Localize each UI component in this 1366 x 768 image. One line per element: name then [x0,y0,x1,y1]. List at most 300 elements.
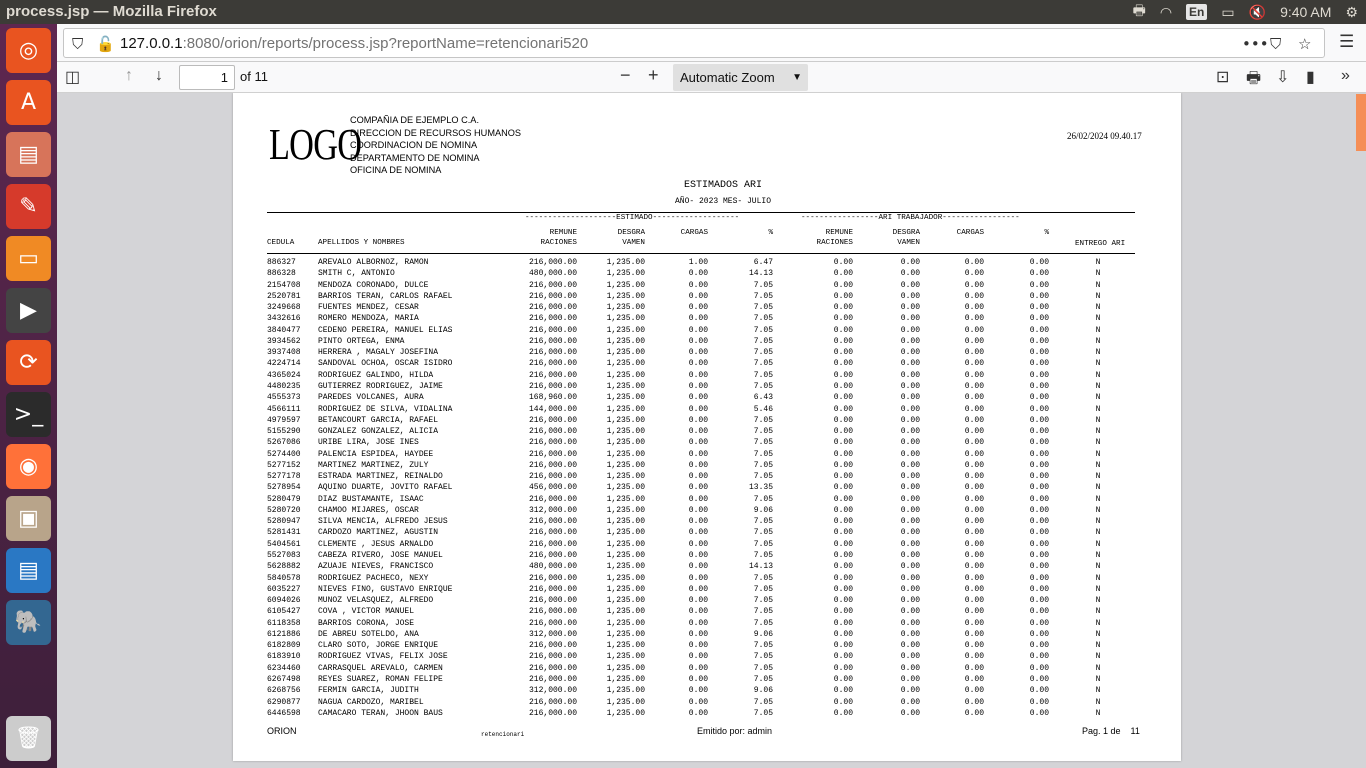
cell-cedula: 6290877 [267,697,301,707]
cell-remune-estimado: 216,000.00 [528,438,577,448]
cell-desgra-ari: 0.00 [900,551,920,561]
cell-remune-ari: 0.00 [833,393,853,403]
company-line: DEPARTAMENTO DE NOMINA [350,152,480,163]
cell-cargas-estimado: 0.00 [688,652,708,662]
pocket-icon[interactable]: ⛉ [1270,35,1282,53]
next-page-icon[interactable]: ↓ [155,67,163,84]
url-text[interactable] [120,35,588,52]
cell-cargas-estimado: 0.00 [688,269,708,279]
cell-desgra-estimado: 1,235.00 [606,674,645,684]
cell-remune-estimado: 216,000.00 [528,359,577,369]
cell-cedula: 5277178 [267,472,301,482]
cell-desgra-ari: 0.00 [900,539,920,549]
cell-remune-estimado: 216,000.00 [528,607,577,617]
cell-desgra-estimado: 1,235.00 [606,415,645,425]
cell-pct-ari: 0.00 [1029,539,1049,549]
volume-muted-icon[interactable]: 🔇 [1248,3,1267,20]
col-cargas-estimado: CARGAS [680,229,708,237]
cell-remune-ari: 0.00 [833,472,853,482]
table-row [233,482,1181,493]
cell-desgra-estimado: 1,235.00 [606,686,645,696]
col-cargas-ari: CARGAS [956,229,984,237]
battery-icon[interactable]: ▭ [1221,3,1235,20]
cell-entrego: N [1095,280,1101,290]
insecure-lock-icon[interactable]: 🔓 [96,35,115,53]
cell-desgra-ari: 0.00 [900,472,920,482]
footer-emitted-by: Emitido por: admin [697,726,773,736]
cell-nombre: CARRASQUEL AREVALO, CARMEN [318,663,443,673]
cell-remune-estimado: 216,000.00 [528,697,577,707]
cell-cedula: 6118358 [267,618,301,628]
cell-remune-estimado: 216,000.00 [528,370,577,380]
cell-pct-ari: 0.00 [1029,562,1049,572]
cell-remune-estimado: 216,000.00 [528,652,577,662]
cell-desgra-estimado: 1,235.00 [606,652,645,662]
table-row [233,651,1181,662]
power-gear-icon[interactable]: ⚙ [1345,3,1358,20]
print-icon[interactable]: 🖶 [1246,70,1262,87]
col-cedula: CEDULA [267,239,295,247]
cell-cargas-ari: 0.00 [964,494,984,504]
cell-pct-estimado: 7.05 [753,348,773,358]
cell-pct-estimado: 7.05 [753,438,773,448]
cell-desgra-estimado: 1,235.00 [606,404,645,414]
bookmark-star-icon[interactable]: ☆ [1298,35,1312,53]
cell-cargas-estimado: 0.00 [688,438,708,448]
cell-cargas-estimado: 0.00 [688,449,708,459]
cell-nombre: DIAZ BUSTAMANTE, ISAAC [318,494,424,504]
cell-nombre: MARTINEZ MARTINEZ, ZULY [318,460,429,470]
cell-desgra-ari: 0.00 [900,652,920,662]
cell-cedula: 2520781 [267,291,301,301]
cell-nombre: BARRIOS CORONA, JOSE [318,618,415,628]
presentation-mode-icon[interactable]: ⊡ [1216,69,1230,86]
table-row [233,392,1181,403]
keyboard-layout-indicator[interactable]: En [1186,4,1207,20]
cell-cargas-ari: 0.00 [964,697,984,707]
cell-cargas-ari: 0.00 [964,472,984,482]
cell-cedula: 5628882 [267,562,301,572]
zoom-out-icon[interactable]: − [620,65,631,85]
cell-desgra-ari: 0.00 [900,607,920,617]
table-row [233,370,1181,381]
window-title: process.jsp — Mozilla Firefox [6,3,217,20]
company-line: DIRECCION DE RECURSOS HUMANOS [350,127,522,138]
cell-entrego: N [1095,483,1101,493]
cell-cargas-ari: 0.00 [964,280,984,290]
col-nombres: APELLIDOS Y NOMBRES [318,239,405,247]
cell-pct-ari: 0.00 [1029,618,1049,628]
cell-pct-estimado: 7.05 [753,494,773,504]
clock[interactable]: 9:40 AM [1280,4,1332,20]
cell-pct-estimado: 7.05 [753,381,773,391]
cell-remune-ari: 0.00 [833,652,853,662]
update-manager-icon[interactable]: ⟳ [6,340,51,385]
cell-cargas-ari: 0.00 [964,596,984,606]
cell-desgra-estimado: 1,235.00 [606,269,645,279]
table-row [233,437,1181,448]
cell-pct-ari: 0.00 [1029,314,1049,324]
cell-entrego: N [1095,404,1101,414]
menu-icon[interactable]: ☰ [1339,32,1355,52]
col-remune-ari: REMUNE RACIONES [816,229,853,247]
cell-desgra-estimado: 1,235.00 [606,258,645,267]
cell-cargas-estimado: 0.00 [688,472,708,482]
save-icon[interactable]: ⇩ [1276,69,1290,86]
cell-pct-ari: 0.00 [1029,483,1049,493]
cell-remune-ari: 0.00 [833,663,853,673]
cell-cargas-ari: 0.00 [964,438,984,448]
cell-pct-estimado: 7.05 [753,596,773,606]
cell-desgra-ari: 0.00 [900,359,920,369]
sidebar-toggle-icon[interactable]: ◫ [65,69,81,86]
cell-remune-estimado: 216,000.00 [528,336,577,346]
cell-cedula: 6267498 [267,674,301,684]
cell-cargas-ari: 0.00 [964,460,984,470]
cell-entrego: N [1095,438,1101,448]
video-editor-icon[interactable]: ▶ [6,288,51,333]
cell-remune-estimado: 456,000.00 [528,483,577,493]
table-row [233,539,1181,550]
cell-pct-estimado: 14.13 [748,269,773,279]
cell-nombre: RODRIGUEZ VIVAS, FELIX JOSE [318,652,448,662]
system-tools-icon[interactable]: ✎ [6,184,51,229]
impress-icon[interactable]: ▤ [6,132,51,177]
cell-entrego: N [1095,449,1101,459]
cell-cargas-estimado: 0.00 [688,359,708,369]
cell-desgra-estimado: 1,235.00 [606,551,645,561]
cell-cedula: 3249668 [267,303,301,313]
cell-cedula: 6035227 [267,584,301,594]
wifi-icon[interactable]: ◠ [1159,3,1173,20]
cell-pct-estimado: 7.05 [753,314,773,324]
cell-desgra-estimado: 1,235.00 [606,584,645,594]
cell-cargas-ari: 0.00 [964,314,984,324]
cell-desgra-estimado: 1,235.00 [606,336,645,346]
cell-nombre: PALENCIA ESPIDEA, HAYDEE [318,449,434,459]
terminal-icon[interactable]: >_ [6,392,51,437]
cell-pct-ari: 0.00 [1029,427,1049,437]
trash-icon[interactable]: 🗑 [6,716,51,761]
cell-remune-ari: 0.00 [833,517,853,527]
cell-cedula: 6182809 [267,641,301,651]
cell-entrego: N [1095,663,1101,673]
cell-pct-estimado: 7.05 [753,539,773,549]
pgadmin-icon[interactable]: 🐘 [6,600,51,645]
writer-icon[interactable]: ▤ [6,548,51,593]
footer-page: Pag. 1 de 11 [1082,726,1140,736]
cell-pct-ari: 0.00 [1029,336,1049,346]
cell-entrego: N [1095,348,1101,358]
table-row [233,291,1181,302]
cell-cedula: 5274400 [267,449,301,459]
col-entrego: ENTREGO ARI [1075,240,1126,248]
cell-desgra-estimado: 1,235.00 [606,641,645,651]
page-actions-icon[interactable]: ••• [1242,35,1269,53]
cell-pct-ari: 0.00 [1029,359,1049,369]
cell-cargas-estimado: 0.00 [688,573,708,583]
cell-entrego: N [1095,596,1101,606]
cell-nombre: MUNOZ VELASQUEZ, ALFREDO [318,596,434,606]
table-row [233,268,1181,279]
cell-cargas-ari: 0.00 [964,381,984,391]
cell-desgra-estimado: 1,235.00 [606,381,645,391]
cell-cargas-estimado: 0.00 [688,708,708,718]
cell-desgra-ari: 0.00 [900,641,920,651]
cell-pct-ari: 0.00 [1029,528,1049,538]
cell-pct-ari: 0.00 [1029,460,1049,470]
cell-entrego: N [1095,584,1101,594]
cell-pct-estimado: 9.06 [753,629,773,639]
cell-cedula: 6268756 [267,686,301,696]
scrollbar-thumb[interactable] [1356,94,1366,151]
table-row [233,381,1181,392]
cell-cargas-ari: 0.00 [964,505,984,515]
cell-desgra-ari: 0.00 [900,686,920,696]
launcher [0,24,57,768]
cell-entrego: N [1095,652,1101,662]
cell-entrego: N [1095,517,1101,527]
scrollbar[interactable] [1356,93,1366,768]
printer-icon[interactable]: 🖶 [1132,2,1146,18]
cell-pct-estimado: 7.05 [753,697,773,707]
files-icon[interactable]: ▭ [6,236,51,281]
cell-desgra-ari: 0.00 [900,573,920,583]
cell-pct-ari: 0.00 [1029,629,1049,639]
cell-pct-estimado: 7.05 [753,303,773,313]
cell-cargas-estimado: 0.00 [688,393,708,403]
cell-pct-estimado: 7.05 [753,551,773,561]
table-row [233,347,1181,358]
cell-cedula: 6183910 [267,652,301,662]
report-title: ESTIMADOS ARI [683,180,762,191]
page-number-input[interactable]: 1 [179,65,235,90]
company-line: COORDINACION DE NOMINA [350,140,478,151]
table-row [233,697,1181,708]
table-row [233,561,1181,572]
cell-cargas-ari: 0.00 [964,641,984,651]
cell-cargas-estimado: 0.00 [688,641,708,651]
cell-cedula: 3432616 [267,314,301,324]
cell-pct-estimado: 7.05 [753,336,773,346]
table-row [233,606,1181,617]
cell-nombre: AQUINO DUARTE, JOVITO RAFAEL [318,483,453,493]
cell-pct-estimado: 7.05 [753,280,773,290]
table-row [233,663,1181,674]
cell-pct-estimado: 6.43 [753,393,773,403]
cell-pct-estimado: 7.05 [753,472,773,482]
cell-remune-ari: 0.00 [833,460,853,470]
cell-cargas-ari: 0.00 [964,325,984,335]
software-center-icon[interactable]: A [6,80,51,125]
cell-desgra-estimado: 1,235.00 [606,562,645,572]
cell-cedula: 4566111 [267,404,301,414]
cell-remune-ari: 0.00 [833,528,853,538]
company-line: OFICINA DE NOMINA [350,165,442,176]
cell-remune-ari: 0.00 [833,415,853,425]
cell-desgra-estimado: 1,235.00 [606,494,645,504]
cell-pct-ari: 0.00 [1029,573,1049,583]
cell-remune-ari: 0.00 [833,483,853,493]
cell-remune-estimado: 480,000.00 [528,562,577,572]
ubuntu-dash-icon[interactable]: ◎ [6,28,51,73]
url-bar[interactable] [63,28,1325,58]
bookmark-icon[interactable]: ▮ [1306,69,1315,86]
cell-entrego: N [1095,562,1101,572]
cell-desgra-estimado: 1,235.00 [606,303,645,313]
cell-cargas-estimado: 0.00 [688,348,708,358]
table-row [233,313,1181,324]
cell-cedula: 6094026 [267,596,301,606]
cell-entrego: N [1095,393,1101,403]
report-timestamp: 26/02/2024 09.40.17 [1067,131,1142,141]
cell-nombre: REYES SUAREZ, ROMAN FELIPE [318,674,443,684]
cell-pct-ari: 0.00 [1029,674,1049,684]
shield-icon[interactable]: ⛉ [72,35,84,53]
cell-cargas-estimado: 0.00 [688,663,708,673]
cell-nombre: CARDOZO MARTINEZ, AGUSTIN [318,528,439,538]
cell-cedula: 5277152 [267,460,301,470]
cell-desgra-estimado: 1,235.00 [606,348,645,358]
cell-cedula: 5280720 [267,505,301,515]
cell-remune-ari: 0.00 [833,359,853,369]
cell-cargas-estimado: 1.00 [688,258,708,267]
cell-desgra-ari: 0.00 [900,596,920,606]
report-logo: LOGO [269,120,362,169]
cell-desgra-ari: 0.00 [900,427,920,437]
cell-desgra-estimado: 1,235.00 [606,438,645,448]
cell-cedula: 5280479 [267,494,301,504]
cell-nombre: NIEVES FINO, GUSTAVO ENRIQUE [318,584,453,594]
cell-nombre: NAGUA CARDOZO, MARIBEL [318,697,424,707]
cell-pct-ari: 0.00 [1029,472,1049,482]
cell-cargas-estimado: 0.00 [688,415,708,425]
table-row [233,471,1181,482]
url-host: 127.0.0.1 [120,35,183,52]
cell-desgra-estimado: 1,235.00 [606,314,645,324]
cell-nombre: GONZALEZ GONZALEZ, ALICIA [318,427,439,437]
cell-cargas-ari: 0.00 [964,551,984,561]
cell-remune-estimado: 312,000.00 [528,505,577,515]
cell-pct-ari: 0.00 [1029,269,1049,279]
pdf-page [233,93,1181,761]
cell-nombre: PAREDES VOLCANES, AURA [318,393,424,403]
cell-desgra-ari: 0.00 [900,404,920,414]
cell-cedula: 886327 [267,258,296,267]
cell-nombre: FERMIN GARCIA, JUDITH [318,686,419,696]
cell-nombre: COVA , VICTOR MANUEL [318,607,415,617]
cell-cargas-ari: 0.00 [964,708,984,718]
cell-nombre: PINTO ORTEGA, ENMA [318,336,405,346]
table-row [233,460,1181,471]
cell-pct-ari: 0.00 [1029,697,1049,707]
cell-cargas-estimado: 0.00 [688,494,708,504]
cell-pct-ari: 0.00 [1029,708,1049,718]
cell-nombre: GUTIERREZ RODRIGUEZ, JAIME [318,381,443,391]
cell-desgra-ari: 0.00 [900,708,920,718]
cell-cargas-ari: 0.00 [964,336,984,346]
cell-desgra-ari: 0.00 [900,618,920,628]
tools-chevron-icon[interactable]: » [1341,67,1350,84]
cell-cargas-estimado: 0.00 [688,517,708,527]
cell-remune-ari: 0.00 [833,607,853,617]
zoom-select[interactable] [673,64,808,91]
cell-nombre: ROMERO MENDOZA, MARIA [318,314,419,324]
cell-cargas-estimado: 0.00 [688,629,708,639]
cell-nombre: URIBE LIRA, JOSE INES [318,438,419,448]
cell-pct-ari: 0.00 [1029,584,1049,594]
cell-cedula: 4224714 [267,359,301,369]
cell-remune-estimado: 312,000.00 [528,686,577,696]
cell-pct-ari: 0.00 [1029,348,1049,358]
cell-desgra-ari: 0.00 [900,336,920,346]
cell-entrego: N [1095,494,1101,504]
cell-desgra-estimado: 1,235.00 [606,460,645,470]
cell-pct-ari: 0.00 [1029,381,1049,391]
cell-cargas-ari: 0.00 [964,562,984,572]
cell-cargas-ari: 0.00 [964,607,984,617]
cell-pct-ari: 0.00 [1029,641,1049,651]
cell-desgra-estimado: 1,235.00 [606,596,645,606]
cell-nombre: AREVALO ALBORNOZ, RAMON [318,258,429,267]
cell-cargas-estimado: 0.00 [688,336,708,346]
firefox-icon[interactable]: ◉ [6,444,51,489]
cell-desgra-estimado: 1,235.00 [606,517,645,527]
cell-pct-estimado: 7.05 [753,427,773,437]
archive-manager-icon[interactable]: ▣ [6,496,51,541]
cell-cargas-ari: 0.00 [964,258,984,267]
cell-desgra-estimado: 1,235.00 [606,370,645,380]
cell-desgra-estimado: 1,235.00 [606,663,645,673]
cell-remune-ari: 0.00 [833,539,853,549]
cell-cargas-estimado: 0.00 [688,483,708,493]
cell-entrego: N [1095,359,1101,369]
cell-nombre: HERRERA , MAGALY JOSEFINA [318,348,439,358]
col-pct-estimado: % [768,229,773,237]
cell-nombre: MENDOZA CORONADO, DULCE [318,280,429,290]
cell-remune-estimado: 216,000.00 [528,415,577,425]
cell-nombre: CHAMOO MIJARES, OSCAR [318,505,419,515]
cell-pct-estimado: 7.05 [753,449,773,459]
cell-desgra-estimado: 1,235.00 [606,325,645,335]
zoom-in-icon[interactable]: + [648,65,659,85]
cell-desgra-estimado: 1,235.00 [606,528,645,538]
chevron-down-icon: ▼ [792,72,802,83]
cell-remune-ari: 0.00 [833,325,853,335]
pdf-viewer[interactable] [57,93,1366,768]
cell-desgra-ari: 0.00 [900,584,920,594]
cell-entrego: N [1095,415,1101,425]
table-row [233,584,1181,595]
cell-pct-estimado: 5.46 [753,404,773,414]
cell-cargas-estimado: 0.00 [688,551,708,561]
cell-cargas-estimado: 0.00 [688,674,708,684]
cell-pct-estimado: 7.05 [753,415,773,425]
col-remune-estimado: REMUNE RACIONES [540,229,577,247]
cell-remune-estimado: 216,000.00 [528,460,577,470]
cell-pct-ari: 0.00 [1029,280,1049,290]
cell-desgra-estimado: 1,235.00 [606,618,645,628]
cell-pct-estimado: 7.05 [753,359,773,369]
cell-cedula: 4555373 [267,393,301,403]
cell-desgra-ari: 0.00 [900,438,920,448]
cell-nombre: BARRIOS TERAN, CARLOS RAFAEL [318,291,453,301]
cell-desgra-estimado: 1,235.00 [606,708,645,718]
cell-cedula: 5278954 [267,483,301,493]
cell-pct-ari: 0.00 [1029,370,1049,380]
previous-page-icon[interactable]: ↑ [125,67,133,84]
cell-cargas-estimado: 0.00 [688,697,708,707]
